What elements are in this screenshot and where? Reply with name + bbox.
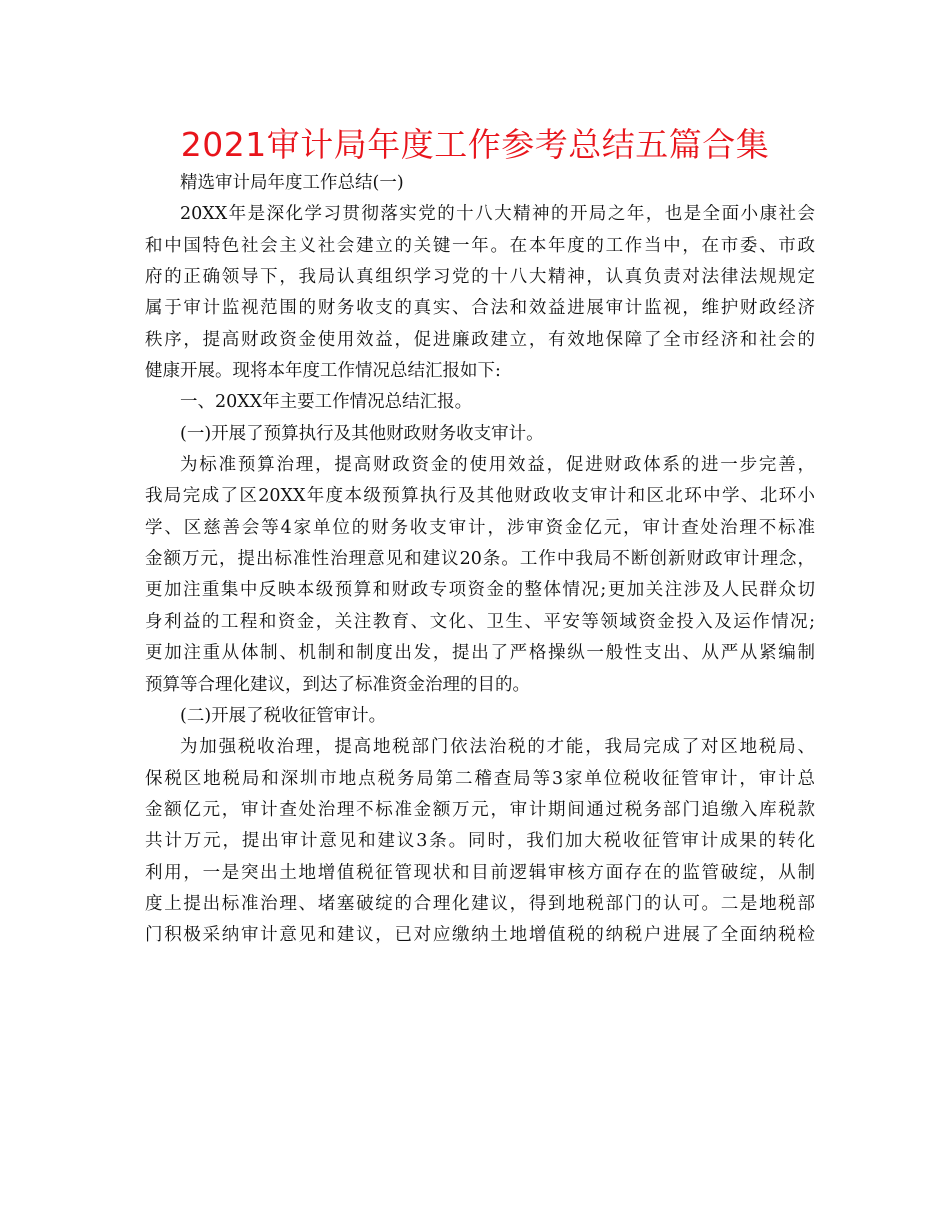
paragraph-line: 学、区慈善会等4家单位的财务收支审计，涉审资金亿元，审计查处治理不标准 [145, 517, 815, 538]
paragraph-line: 保税区地税局和深圳市地点税务局第二稽查局等3家单位税收征管审计，审计总 [145, 768, 815, 789]
paragraph-line: 为加强税收治理，提高地税部门依法治税的才能，我局完成了对区地税局、 [180, 737, 815, 758]
section-heading-line: 一、20XX年主要工作情况总结汇报。 [180, 392, 473, 413]
paragraph-line: 府的正确领导下，我局认真组织学习党的十八大精神，认真负责对法律法规规定 [145, 267, 815, 288]
paragraph-line: 为标准预算治理，提高财政资金的使用效益，促进财政体系的进一步完善， [180, 455, 815, 476]
paragraph-line: 度上提出标准治理、堵塞破绽的合理化建议，得到地税部门的认可。二是地税部 [145, 893, 815, 914]
paragraph-line: 我局完成了区20XX年度本级预算执行及其他财政收支审计和区北环中学、北环小 [145, 486, 815, 507]
paragraph-line: 利用，一是突出土地增值税征管现状和目前逻辑审核方面存在的监管破绽，从制 [145, 862, 815, 883]
paragraph-line: 秩序，提高财政资金使用效益，促进廉政建立，有效地保障了全市经济和社会的 [145, 329, 815, 350]
subheading-line: 精选审计局年度工作总结(一) [180, 173, 404, 193]
paragraph-line: 更加注重从体制、机制和制度出发，提出了严格操纵一般性支出、从严从紧编制 [145, 643, 815, 664]
paragraph-line: 预算等合理化建议，到达了标准资金治理的目的。 [145, 674, 530, 695]
paragraph-line: 门积极采纳审计意见和建议，已对应缴纳土地增值税的纳税户进展了全面纳税检 [145, 925, 815, 946]
subsection-heading-line: (二)开展了税收征管审计。 [180, 705, 387, 726]
paragraph-line: 20XX年是深化学习贯彻落实党的十八大精神的开局之年，也是全面小康社会 [180, 204, 815, 225]
paragraph-line: 更加注重集中反映本级预算和财政专项资金的整体情况;更加关注涉及人民群众切 [145, 580, 815, 601]
paragraph-line: 身利益的工程和资金，关注教育、文化、卫生、平安等领域资金投入及运作情况; [145, 611, 815, 632]
paragraph-line: 属于审计监视范围的财务收支的真实、合法和效益进展审计监视，维护财政经济 [145, 298, 815, 319]
paragraph-line: 共计万元，提出审计意见和建议3条。同时，我们加大税收征管审计成果的转化 [145, 831, 815, 852]
document-body [145, 168, 815, 952]
paragraph-line: 金额亿元，审计查处治理不标准金额万元，审计期间通过税务部门追缴入库税款 [145, 799, 815, 820]
paragraph-line: 金额万元，提出标准性治理意见和建议20条。工作中我局不断创新财政审计理念， [145, 549, 815, 570]
paragraph-line: 健康开展。现将本年度工作情况总结汇报如下: [145, 361, 501, 382]
subsection-heading-line: (一)开展了预算执行及其他财政财务收支审计。 [180, 423, 544, 444]
document-title: 2021审计局年度工作参考总结五篇合集 [180, 125, 770, 164]
paragraph-line: 和中国特色社会主义社会建立的关键一年。在本年度的工作当中，在市委、市政 [145, 235, 815, 256]
